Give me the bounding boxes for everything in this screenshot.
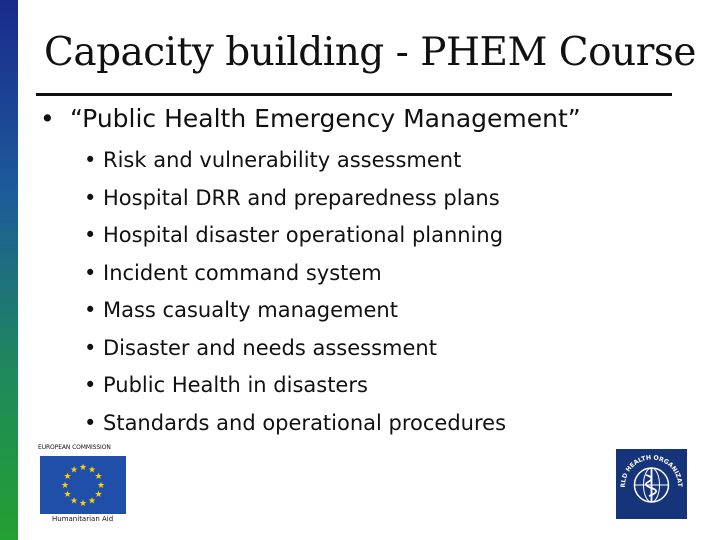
svg-text:★: ★	[63, 490, 72, 500]
sub-bullet-item	[84, 296, 506, 334]
svg-text:★: ★	[78, 499, 88, 509]
bullet-icon: •	[84, 185, 97, 210]
sub-bullet-text: Hospital DRR and preparedness plans	[103, 185, 500, 210]
svg-text:★: ★	[96, 481, 106, 491]
svg-text:★: ★	[87, 465, 97, 476]
bullet-icon: •	[84, 148, 97, 172]
svg-text:★: ★	[94, 490, 103, 500]
slide-title: Capacity building - PHEM Course	[44, 30, 696, 75]
svg-text:★: ★	[78, 463, 88, 473]
bullet-icon: •	[84, 223, 97, 247]
sub-bullet-item	[84, 371, 506, 409]
eu-stars-icon	[40, 456, 126, 514]
eu-humanitarian-logo	[38, 444, 130, 526]
sub-bullet-list	[84, 146, 506, 446]
sub-bullet-text: Mass casualty management	[103, 298, 398, 322]
sub-bullet-item	[84, 409, 506, 447]
bullet-icon: •	[84, 373, 97, 397]
eu-flag-icon	[40, 456, 126, 514]
sub-bullet-text: Disaster and needs assessment	[103, 335, 437, 360]
bullet-icon: •	[40, 104, 55, 133]
main-bullet-text: “Public Health Emergency Management”	[70, 104, 581, 133]
bullet-icon: •	[84, 410, 97, 435]
sub-bullet-text: Risk and vulnerability assessment	[103, 148, 462, 172]
bullet-icon: •	[84, 260, 97, 285]
sub-bullet-item	[84, 184, 506, 222]
svg-text:★: ★	[60, 481, 70, 491]
svg-text:★: ★	[69, 465, 79, 476]
sub-bullet-item	[84, 334, 506, 372]
sub-bullet-text: Public Health in disasters	[103, 373, 368, 397]
side-gradient-bar	[0, 0, 18, 540]
svg-text:★: ★	[69, 496, 79, 507]
sub-bullet-item	[84, 146, 506, 184]
who-logo-text: RLD HEALTH ORGANIZAT	[619, 454, 684, 488]
bullet-icon: •	[84, 335, 97, 360]
bullet-icon: •	[84, 298, 97, 322]
sub-bullet-text: Hospital disaster operational planning	[103, 223, 504, 247]
sub-bullet-text: Standards and operational procedures	[103, 410, 507, 435]
sub-bullet-item	[84, 259, 506, 297]
main-bullet-point	[40, 104, 581, 133]
sub-bullet-item	[84, 221, 506, 259]
who-emblem-icon	[616, 449, 687, 519]
sub-bullet-text: Incident command system	[103, 260, 382, 285]
who-globe-icon	[616, 449, 687, 519]
eu-logo-footer: Humanitarian Aid	[52, 515, 114, 523]
svg-text:★: ★	[63, 472, 72, 482]
svg-text:★: ★	[94, 472, 103, 482]
eu-logo-header: EUROPEAN COMMISSION	[38, 444, 111, 451]
title-divider	[36, 93, 672, 96]
svg-text:★: ★	[87, 496, 97, 507]
